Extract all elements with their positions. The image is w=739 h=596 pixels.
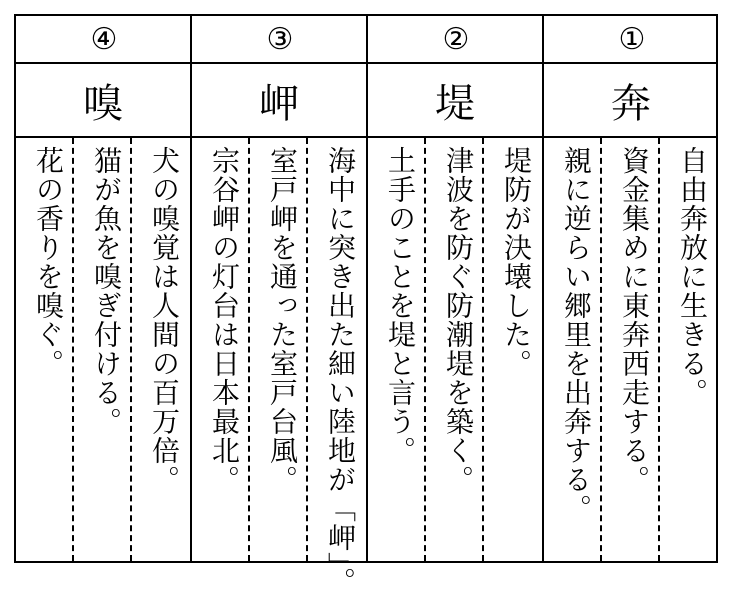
sentence-strip	[132, 138, 190, 561]
column-kanji: 堤	[435, 80, 477, 127]
column-4	[16, 16, 190, 561]
example-sentence: 土手のことを堤と言う。	[384, 146, 417, 465]
example-sentence: 海中に突き出た細い陸地が「岬」。	[324, 146, 357, 596]
sentence-strip	[426, 138, 484, 561]
example-sentence: 資金集めに東奔西走する。	[618, 146, 651, 494]
sentence-strip	[602, 138, 660, 561]
column-1	[544, 16, 718, 561]
sentence-strip	[74, 138, 132, 561]
sentence-strip	[250, 138, 308, 561]
sentence-strip	[308, 138, 366, 596]
example-sentence: 室戸岬を通った室戸台風。	[266, 146, 299, 494]
sentence-strip	[16, 138, 74, 561]
example-sentence: 花の香りを嗅ぐ。	[32, 146, 65, 378]
example-sentence: 宗谷岬の灯台は日本最北。	[208, 146, 241, 494]
column-2	[368, 16, 542, 561]
column-3	[192, 16, 366, 596]
column-number: ③	[266, 21, 294, 57]
sentence-strip	[484, 138, 542, 561]
column-kanji: 岬	[259, 80, 301, 127]
example-sentence: 犬の嗅覚は人間の百万倍。	[148, 146, 181, 494]
column-number: ①	[618, 21, 646, 57]
example-sentence: 猫が魚を嗅ぎ付ける。	[90, 146, 123, 436]
kanji-practice-sheet	[14, 14, 718, 596]
sentence-strip	[660, 138, 718, 561]
sentence-strip	[192, 138, 250, 561]
example-sentence: 堤防が決壊した。	[500, 146, 533, 378]
sentence-strip	[544, 138, 602, 561]
example-sentence: 津波を防ぐ防潮堤を築く。	[442, 146, 475, 494]
column-kanji: 嗅	[83, 80, 125, 127]
column-number: ④	[90, 21, 118, 57]
sentence-strip	[368, 138, 426, 561]
column-kanji: 奔	[611, 80, 653, 127]
example-sentence: 自由奔放に生きる。	[676, 146, 709, 407]
example-sentence: 親に逆らい郷里を出奔する。	[560, 146, 593, 523]
column-number: ②	[442, 21, 470, 57]
